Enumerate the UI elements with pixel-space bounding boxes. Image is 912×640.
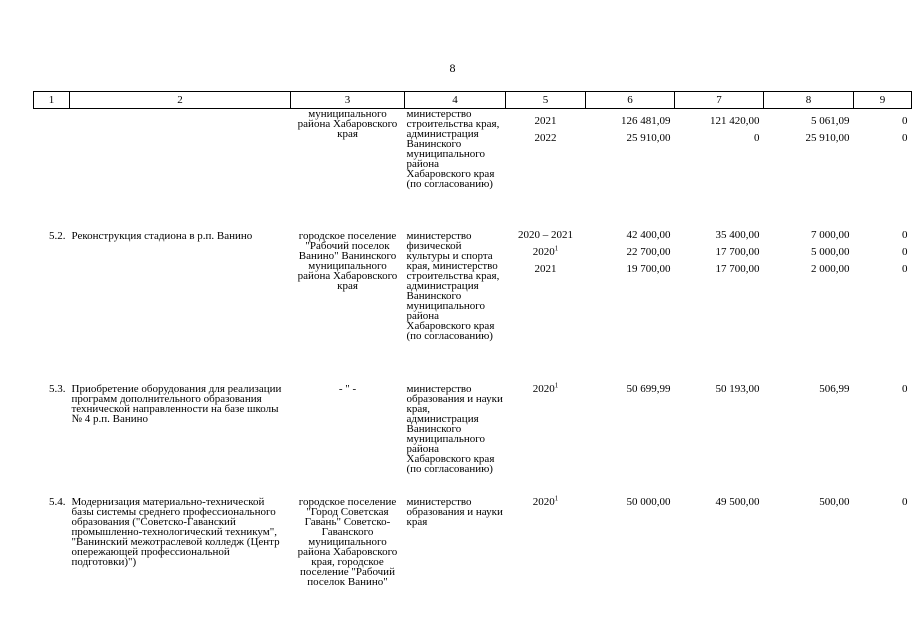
year-value: 2021 <box>534 262 557 275</box>
year-text: 2020 <box>532 495 555 508</box>
year-text: 2020 <box>532 245 555 258</box>
footnote-marker: 1 <box>554 493 559 502</box>
year-value <box>508 244 584 261</box>
header-cell: 9 <box>854 92 912 109</box>
measure-name: Приобретение оборудования для реализации программ дополнительного образования технической направленности на базе школы № 4 р.п. Ванино <box>71 382 282 425</box>
row-number: 5.4. <box>49 495 66 508</box>
location-cell: городское поселение "Рабочий поселок Ванино" Ванинского муниципального района Хабаровского края <box>297 229 398 292</box>
header-cell: 7 <box>675 92 764 109</box>
executor-cell: министерство строительства края, администрация Ванинского муниципального района Хабаровского края (по согласованию) <box>406 108 500 190</box>
regional-cell <box>764 227 854 384</box>
total-cell: 50 000,00 <box>626 495 671 508</box>
amount-value: 17 700,00 <box>715 262 760 275</box>
amount-value: 0 <box>902 132 908 144</box>
federal-cell <box>675 227 764 384</box>
amount-value: 0 <box>902 245 908 258</box>
year-text: 2020 <box>532 382 555 395</box>
location-cell: городское поселение "Город Советская Гавань" Советско-Гаванского муниципального района Хабаровского края, городское поселение "Рабочий поселок Ванино" <box>297 495 398 588</box>
federal-cell: 50 193,00 <box>715 382 760 395</box>
header-cell: 2 <box>70 92 291 109</box>
year-value <box>508 493 584 508</box>
amount-value: 0 <box>902 262 908 275</box>
regional-cell <box>764 109 854 227</box>
page-number: 8 <box>449 61 456 75</box>
year-value: 2020 – 2021 <box>518 228 573 241</box>
amount-value: 17 700,00 <box>715 245 760 258</box>
header-cell: 3 <box>291 92 405 109</box>
amount-value: 19 700,00 <box>626 262 671 275</box>
executor-cell: министерство образования и науки края <box>406 495 503 528</box>
year-value <box>508 380 584 395</box>
total-cell <box>586 109 675 227</box>
federal-cell: 49 500,00 <box>715 495 760 508</box>
amount-value: 0 <box>754 132 760 144</box>
amount-value: 5 061,09 <box>811 115 850 127</box>
years-cell <box>506 493 586 617</box>
amount-value: 22 700,00 <box>626 245 671 258</box>
year-value: 2022 <box>534 132 557 144</box>
total-cell <box>586 227 675 384</box>
amount-value: 0 <box>902 115 908 127</box>
table-row <box>34 109 912 227</box>
row-number <box>34 109 70 227</box>
years-cell <box>506 380 586 497</box>
row-number: 5.3. <box>49 382 66 395</box>
measure-name: Реконструкция стадиона в р.п. Ванино <box>71 229 253 242</box>
header-cell: 4 <box>405 92 506 109</box>
executor-cell: министерство образования и науки края, администрация Ванинского муниципального района Хабаровского края (по согласованию) <box>406 382 503 475</box>
other-cell <box>854 109 912 227</box>
federal-cell <box>675 109 764 227</box>
years-cell <box>506 109 586 227</box>
other-cell: 0 <box>902 495 908 508</box>
other-cell: 0 <box>902 382 908 395</box>
total-cell: 50 699,99 <box>626 382 671 395</box>
executor-cell: министерство физической культуры и спорта края, министерство строительства края, администрация Ванинского муниципального района Хабаровского края (по согласованию) <box>406 229 500 342</box>
measure-name <box>70 109 291 227</box>
amount-value: 35 400,00 <box>715 228 760 241</box>
location-cell: муниципального района Хабаровского края <box>297 108 398 140</box>
row-number: 5.2. <box>49 229 66 242</box>
amount-value: 5 000,00 <box>811 245 850 258</box>
amount-value: 42 400,00 <box>626 228 671 241</box>
footnote-marker: 1 <box>554 380 559 389</box>
other-cell <box>854 227 912 384</box>
amount-value: 121 420,00 <box>710 115 760 127</box>
table-row <box>34 227 912 384</box>
header-row <box>34 92 912 109</box>
footnote-marker: 1 <box>554 243 559 252</box>
regional-cell: 500,00 <box>819 495 850 508</box>
header-cell: 1 <box>34 92 70 109</box>
location-cell: - " - <box>338 382 357 395</box>
budget-table <box>33 91 912 617</box>
years-cell <box>506 227 586 384</box>
amount-value: 25 910,00 <box>626 132 671 144</box>
amount-value: 0 <box>902 228 908 241</box>
amount-value: 25 910,00 <box>805 132 850 144</box>
measure-name: Модернизация материально-технической базы системы среднего профессионального образования ("Советско-Гаванский промышленно-технологический техникум", "Ванинский межотраслевой колледж (Центр опережающей профессиональной подготовки)") <box>71 495 280 568</box>
amount-value: 2 000,00 <box>811 262 850 275</box>
header-cell: 5 <box>506 92 586 109</box>
year-value: 2021 <box>534 115 557 127</box>
regional-cell: 506,99 <box>819 382 850 395</box>
amount-value: 126 481,09 <box>621 115 671 127</box>
table-row <box>34 497 912 617</box>
header-cell: 6 <box>586 92 675 109</box>
amount-value: 7 000,00 <box>811 228 850 241</box>
table-row <box>34 384 912 497</box>
header-cell: 8 <box>764 92 854 109</box>
